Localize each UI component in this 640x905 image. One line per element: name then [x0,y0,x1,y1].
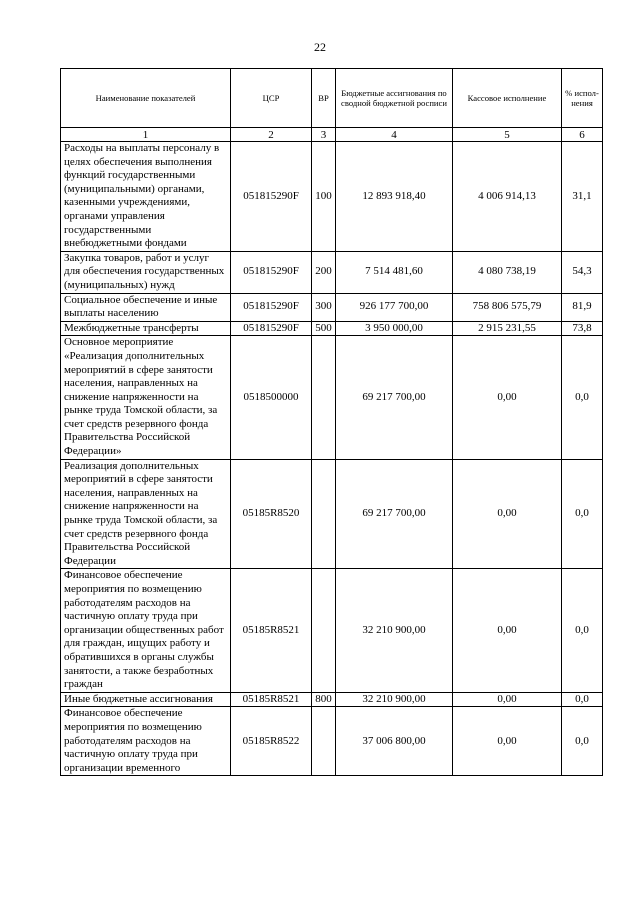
table-row [61,321,603,336]
table-row [61,336,603,459]
row-name: Межбюджетные трансферты [61,321,231,336]
header-csr: ЦСР [231,69,312,128]
row-vr: 300 [312,293,336,321]
table-row [61,251,603,293]
column-number: 6 [562,128,603,142]
row-cash: 758 806 575,79 [453,293,562,321]
row-name: Расходы на выплаты персоналу в целях обеспечения выполнения функций государственными (муниципальными) органами, казенными учреждениями, органами управления государственными внебюджетными фондами [61,142,231,252]
header-name: Наименование показателей [61,69,231,128]
row-vr: 800 [312,692,336,707]
header-percent: % испол-нения [562,69,603,128]
row-vr [312,336,336,459]
row-percent: 31,1 [562,142,603,252]
row-name: Реализация дополнительных мероприятий в сфере занятости населения, направленных на снижение напряженности на рынке труда Томской области, за счет средств резервного фонда Правительства Российской Федерации [61,459,231,569]
column-number: 2 [231,128,312,142]
row-vr [312,459,336,569]
column-number-row [61,128,603,142]
row-csr: 05185R8521 [231,692,312,707]
row-percent: 0,0 [562,569,603,692]
page-number: 22 [314,40,326,54]
row-percent: 0,0 [562,692,603,707]
row-budget: 32 210 900,00 [336,692,453,707]
row-name: Основное мероприятие «Реализация дополнительных мероприятий в сфере занятости населения, направленных на снижение напряженности на рынке труда Томской области, за счет средств резервного фонда Правительства Российской Федерации» [61,336,231,459]
row-csr: 051815290F [231,251,312,293]
row-cash: 4 006 914,13 [453,142,562,252]
row-budget: 12 893 918,40 [336,142,453,252]
row-csr: 05185R8521 [231,569,312,692]
row-name: Закупка товаров, работ и услуг для обеспечения государственных (муниципальных) нужд [61,251,231,293]
row-name: Финансовое обеспечение мероприятия по возмещению работодателям расходов на частичную оплату труда при организации временного [61,707,231,776]
row-cash: 0,00 [453,692,562,707]
row-cash: 0,00 [453,459,562,569]
table-row [61,569,603,692]
table-row [61,692,603,707]
row-name: Социальное обеспечение и иные выплаты населению [61,293,231,321]
table-row [61,459,603,569]
row-percent: 0,0 [562,459,603,569]
row-vr [312,707,336,776]
header-cash: Кассовое исполнение [453,69,562,128]
table-row [61,142,603,252]
row-budget: 926 177 700,00 [336,293,453,321]
row-budget: 37 006 800,00 [336,707,453,776]
row-csr: 051815290F [231,321,312,336]
table-row [61,707,603,776]
header-budget: Бюджетные ассигнования по сводной бюджетной росписи [336,69,453,128]
row-csr: 0518500000 [231,336,312,459]
row-name: Иные бюджетные ассигнования [61,692,231,707]
row-csr: 05185R8522 [231,707,312,776]
column-number: 5 [453,128,562,142]
budget-execution-table [60,68,603,776]
column-number: 4 [336,128,453,142]
table-row [61,293,603,321]
row-cash: 4 080 738,19 [453,251,562,293]
row-budget: 69 217 700,00 [336,336,453,459]
row-percent: 0,0 [562,336,603,459]
row-csr: 051815290F [231,293,312,321]
row-cash: 0,00 [453,569,562,692]
row-vr: 100 [312,142,336,252]
column-number: 1 [61,128,231,142]
row-cash: 0,00 [453,707,562,776]
row-percent: 0,0 [562,707,603,776]
row-percent: 73,8 [562,321,603,336]
header-row [61,69,603,128]
row-budget: 3 950 000,00 [336,321,453,336]
row-cash: 0,00 [453,336,562,459]
row-csr: 051815290F [231,142,312,252]
row-cash: 2 915 231,55 [453,321,562,336]
row-percent: 81,9 [562,293,603,321]
row-csr: 05185R8520 [231,459,312,569]
row-name: Финансовое обеспечение мероприятия по возмещению работодателям расходов на частичную оплату труда при организации общественных работ для граждан, ищущих работу и обратившихся в органы службы занятости, а также безработных граждан [61,569,231,692]
header-vr: ВР [312,69,336,128]
row-budget: 7 514 481,60 [336,251,453,293]
row-vr [312,569,336,692]
row-vr: 200 [312,251,336,293]
row-percent: 54,3 [562,251,603,293]
row-vr: 500 [312,321,336,336]
column-number: 3 [312,128,336,142]
row-budget: 69 217 700,00 [336,459,453,569]
row-budget: 32 210 900,00 [336,569,453,692]
